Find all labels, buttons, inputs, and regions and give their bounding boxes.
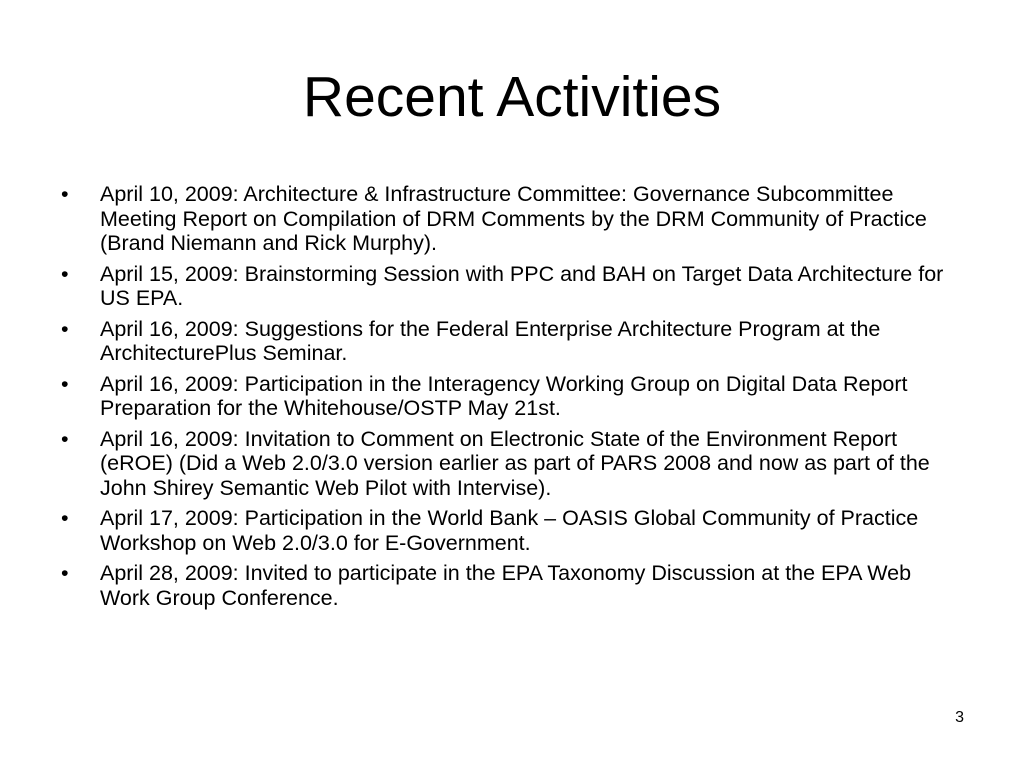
list-item — [61, 372, 966, 421]
bullet-icon: • — [61, 316, 69, 341]
list-item-text: April 28, 2009: Invited to participate in the EPA Taxonomy Discussion at the EPA Web Work Group Conference. — [100, 561, 912, 610]
bullet-icon: • — [61, 426, 69, 451]
list-item-text: April 10, 2009: Architecture & Infrastructure Committee: Governance Subcommittee Meeting Report on Compilation of DRM Comments by the DRM Community of Practice (Brand Niemann and Rick Murphy). — [100, 182, 927, 255]
list-item-text: April 16, 2009: Participation in the Interagency Working Group on Digital Data Report Preparation for the Whitehouse/OSTP May 21st. — [100, 371, 908, 420]
list-item — [61, 262, 966, 311]
list-item — [61, 317, 966, 366]
list-item — [61, 182, 966, 256]
list-item-text: April 16, 2009: Suggestions for the Federal Enterprise Architecture Program at the ArchitecturePlus Seminar. — [100, 316, 881, 365]
list-item — [61, 427, 966, 501]
list-item — [61, 561, 966, 610]
bullet-icon: • — [61, 371, 69, 396]
slide-title: Recent Activities — [302, 65, 722, 129]
list-item-text: April 17, 2009: Participation in the World Bank – OASIS Global Community of Practice Workshop on Web 2.0/3.0 for E-Government. — [100, 506, 919, 555]
bullet-icon: • — [61, 261, 69, 286]
list-item-text: April 15, 2009: Brainstorming Session with PPC and BAH on Target Data Architecture for US EPA. — [100, 261, 944, 310]
activity-list — [61, 182, 966, 616]
page-number: 3 — [955, 709, 964, 726]
list-item — [61, 506, 966, 555]
bullet-icon: • — [61, 182, 69, 206]
list-item-text: April 16, 2009: Invitation to Comment on Electronic State of the Environment Report (eROE) (Did a Web 2.0/3.0 version earlier as part of PARS 2008 and now as part of the John Shirey Semantic Web Pilot with Intervise). — [100, 426, 930, 500]
bullet-icon: • — [61, 561, 69, 585]
bullet-icon: • — [61, 506, 69, 530]
